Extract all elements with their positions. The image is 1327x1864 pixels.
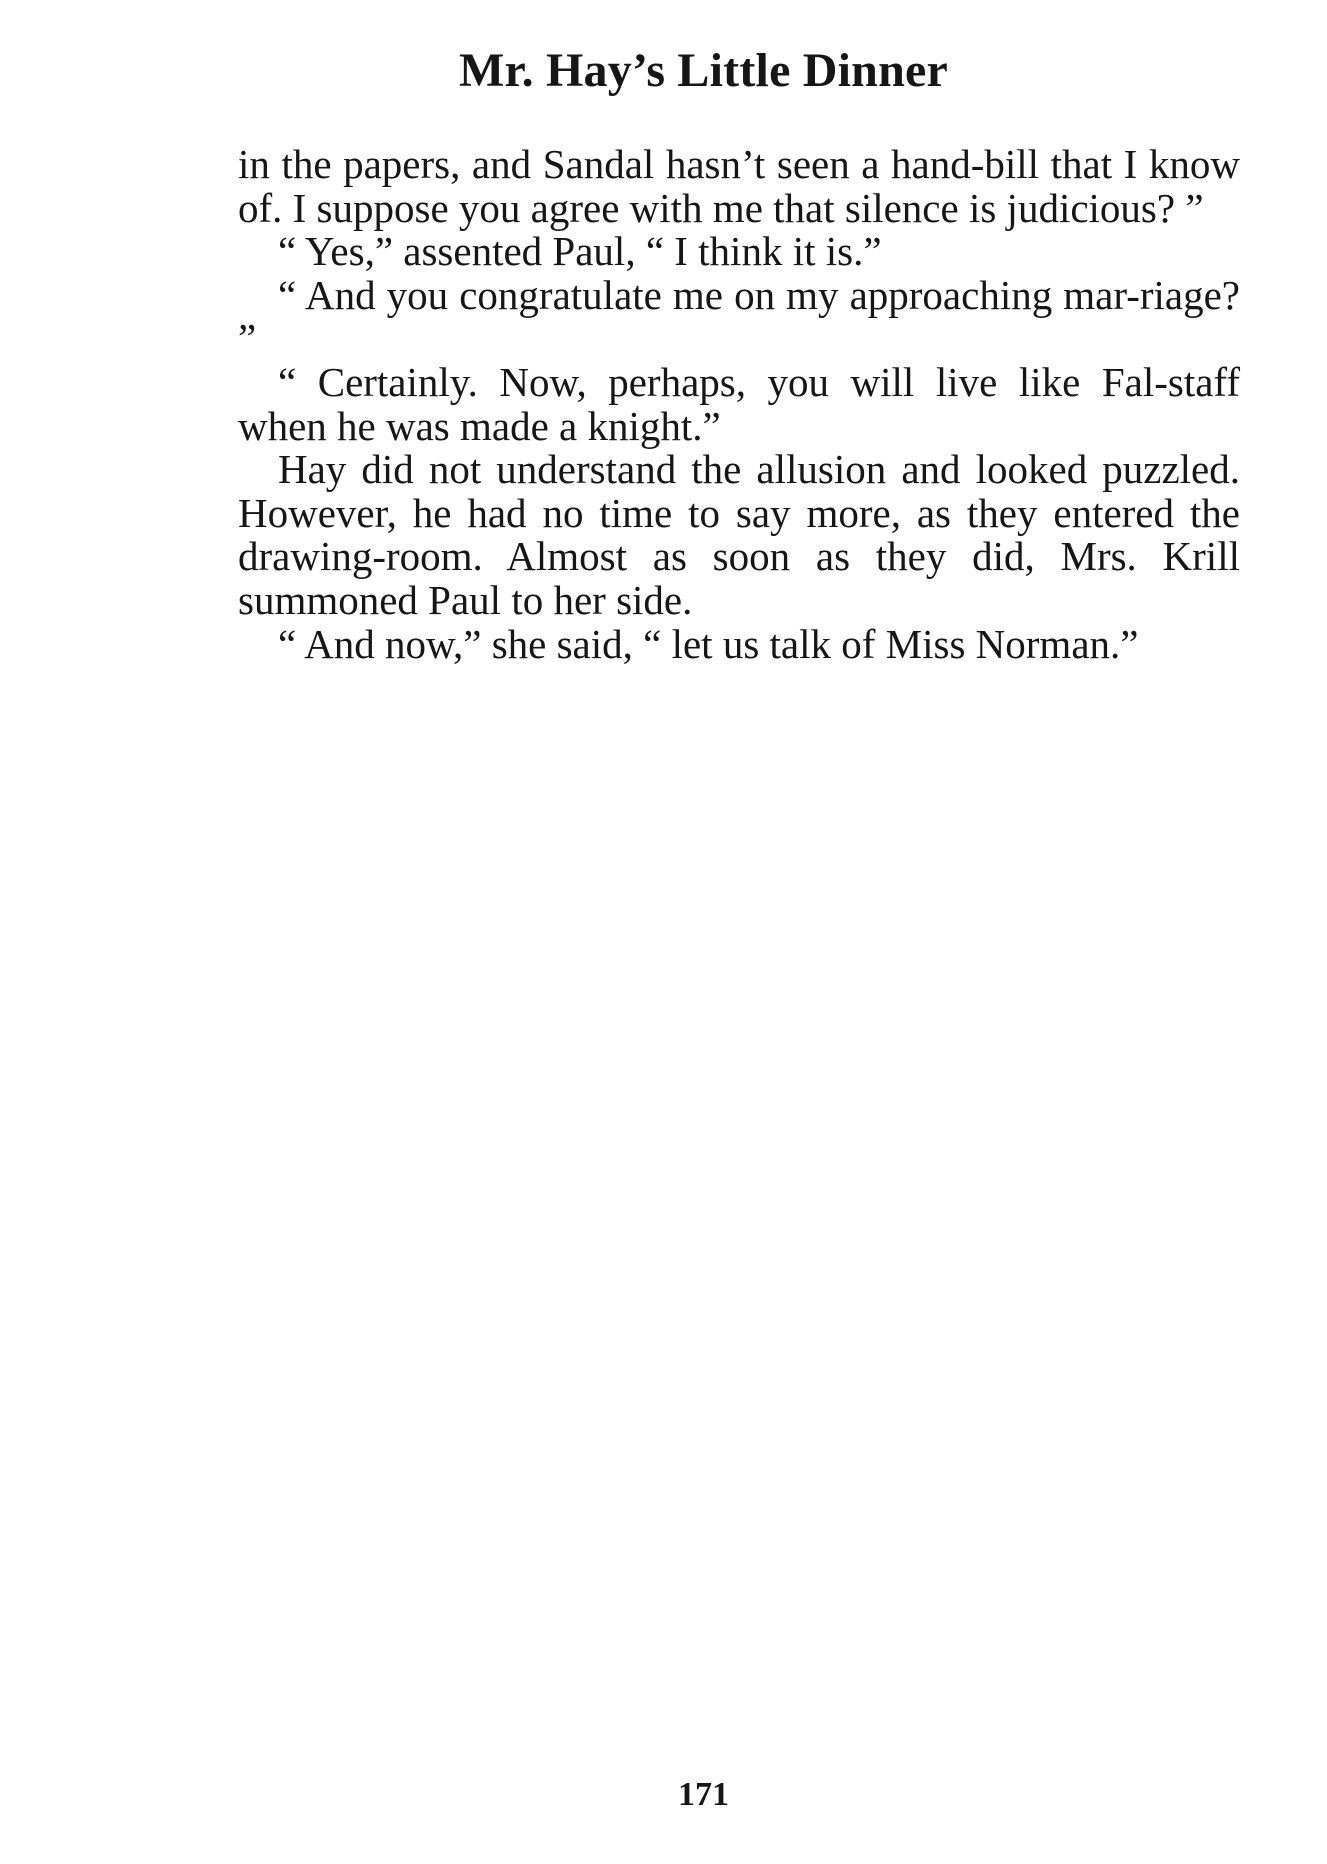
page-body (238, 143, 1240, 666)
paragraph-dialogue-marriage: “ And you congratulate me on my approaching mar-riage? ” (238, 271, 1240, 362)
page-number: 171 (678, 1776, 729, 1813)
paragraph-dialogue-falstaff: “ Certainly. Now, perhaps, you will live like Fal-staff when he was made a knight.” (238, 358, 1240, 449)
running-title: Mr. Hay’s Little Dinner (459, 44, 948, 97)
paragraph-continued: in the papers, and Sandal hasn’t seen a hand-bill that I know of. I suppose you agree with me that silence is judicious? ” (238, 141, 1240, 231)
paragraph-narration: Hay did not understand the allusion and looked puzzled. However, he had no time to say more, as they entered the drawing-room. Almost as soon as they did, Mrs. Krill summoned Paul to her side. (238, 446, 1240, 623)
paragraph-dialogue-paul: “ Yes,” assented Paul, “ I think it is.” (278, 228, 882, 275)
paragraph-dialogue-krill: “ And now,” she said, “ let us talk of Miss Norman.” (278, 620, 1139, 667)
